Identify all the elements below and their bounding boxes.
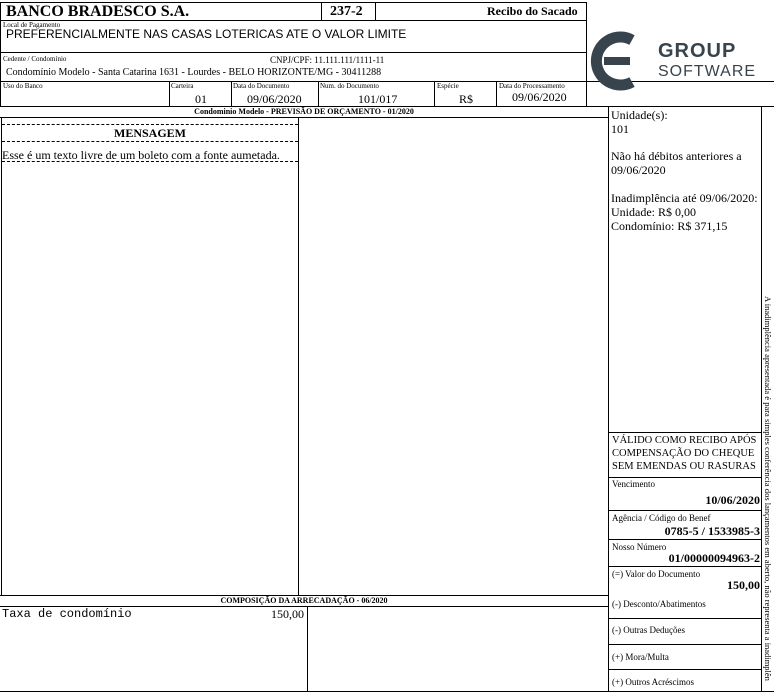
- payment-place-label: Local de Pagamento: [3, 21, 61, 29]
- logo-left-border: [586, 2, 587, 106]
- receipt-title: Recibo do Sacado: [487, 4, 578, 18]
- bank-code-right-border: [375, 2, 376, 20]
- sidebar-row-line: [608, 477, 761, 478]
- payment-place-value: PREFERENCIALMENTE NAS CASAS LOTERICAS ATE O VALOR LIMITE: [6, 27, 407, 41]
- sidebar-row-line: [608, 510, 761, 511]
- especie-label: Espécie: [437, 82, 459, 90]
- sidebar-row-line: [608, 644, 761, 645]
- agencia-value: 0785-5 / 1533985-3: [664, 524, 760, 538]
- inadimplencia-unidade: Unidade: R$ 0,00: [611, 205, 696, 219]
- outros-acrescimos-label: (+) Outros Acréscimos: [612, 677, 695, 687]
- frame-left-line: [0, 2, 1, 106]
- data-doc-value: 09/06/2020: [247, 92, 302, 106]
- fields-sep-5: [496, 81, 497, 106]
- composition-row-label: Taxa de condomínio: [2, 607, 132, 621]
- preview-title-divider: [0, 117, 609, 118]
- payment-divider: [0, 52, 587, 53]
- fields-sep-3: [318, 81, 319, 106]
- sidebar-row-line: [608, 539, 761, 540]
- unidade-number: 101: [611, 122, 629, 136]
- data-proc-label: Data do Processamento: [499, 82, 565, 90]
- vertical-note: A inadimplência apresentada é para simples conferência dos lançamentos em aberto, não representa a inadimplên: [763, 296, 773, 681]
- nosso-numero-label: Nosso Número: [612, 542, 667, 552]
- bank-code-left-border: [321, 2, 322, 20]
- outras-deducoes-label: (-) Outras Deduções: [612, 625, 685, 635]
- group-software-logo-icon: [588, 30, 648, 92]
- fields-sep-1: [169, 81, 170, 106]
- sidebar-row-line: [608, 432, 761, 433]
- preview-title: Condominio Modelo - PREVISÃO DE ORÇAMENTO - 01/2020: [194, 107, 414, 116]
- no-debts-line1: Não há débitos anteriores a: [611, 149, 742, 163]
- num-doc-label: Num. do Documento: [320, 82, 379, 90]
- uso-banco-label: Uso do Banco: [3, 82, 43, 90]
- sidebar-row-line: [608, 669, 761, 670]
- logo-text-group: GROUP: [658, 40, 737, 62]
- carteira-label: Carteira: [171, 82, 194, 90]
- composition-row-value: 150,00: [271, 607, 304, 621]
- carteira-value: 01: [195, 92, 207, 106]
- data-doc-label: Data do Documento: [233, 82, 290, 90]
- inadimplencia-title: Inadimplência até 09/06/2020:: [611, 191, 758, 205]
- agencia-label: Agência / Código do Benef: [612, 513, 711, 523]
- bank-code: 237-2: [330, 4, 363, 19]
- valid-line3: SEM EMENDAS OU RASURAS: [612, 461, 756, 472]
- body-left-border: [1, 117, 2, 595]
- sidebar-row-line: [608, 566, 761, 567]
- valor-documento-value: 150,00: [727, 578, 760, 592]
- frame-bottom-line: [0, 691, 774, 692]
- vertical-note-container: [762, 296, 774, 691]
- bank-name: BANCO BRADESCO S.A.: [6, 3, 190, 20]
- vencimento-value: 10/06/2020: [705, 493, 760, 507]
- desconto-label: (-) Desconto/Abatimentos: [612, 599, 706, 609]
- fields-sep-2: [231, 81, 232, 106]
- message-dash-bottom: [2, 161, 298, 162]
- valid-line1: VÁLIDO COMO RECIBO APÓS: [612, 435, 757, 446]
- sidebar-left-border: [608, 106, 609, 691]
- message-column-border: [298, 117, 299, 595]
- num-doc-value: 101/017: [358, 92, 398, 106]
- composition-title: COMPOSIÇÃO DA ARRECADAÇÃO - 06/2020: [220, 596, 388, 605]
- data-proc-value: 09/06/2020: [512, 90, 567, 104]
- valor-documento-label: (=) Valor do Documento: [612, 569, 701, 579]
- mora-multa-label: (+) Mora/Multa: [612, 652, 669, 662]
- nosso-numero-value: 01/00000094963-2: [668, 551, 760, 565]
- cedente-value: Condomínio Modelo - Santa Catarina 1631 - Lourdes - BELO HORIZONTE/MG - 30411288: [6, 67, 382, 78]
- message-title: MENSAGEM: [114, 126, 186, 140]
- valid-line2: COMPENSAÇÃO DO CHEQUE: [612, 448, 755, 459]
- message-text: Esse é um texto livre de um boleto com a fonte aumetada.: [2, 148, 280, 162]
- fields-sep-4: [434, 81, 435, 106]
- message-dash-top: [2, 124, 298, 125]
- vencimento-label: Vencimento: [612, 479, 655, 489]
- especie-value: R$: [459, 92, 474, 106]
- cedente-label: Cedente / Condomínio: [3, 55, 67, 63]
- group-software-logo: [588, 28, 770, 90]
- logo-text-software: SOFTWARE: [658, 63, 757, 80]
- no-debts-line2: 09/06/2020: [611, 163, 666, 177]
- message-dash-mid: [2, 141, 298, 142]
- unidades-label: Unidade(s):: [611, 108, 668, 122]
- inadimplencia-condominio: Condomínio: R$ 371,15: [611, 219, 728, 233]
- composition-column-border: [307, 606, 308, 691]
- sidebar-row-line: [608, 618, 761, 619]
- cedente-cnpj: CNPJ/CPF: 11.111.111/1111-11: [270, 55, 385, 65]
